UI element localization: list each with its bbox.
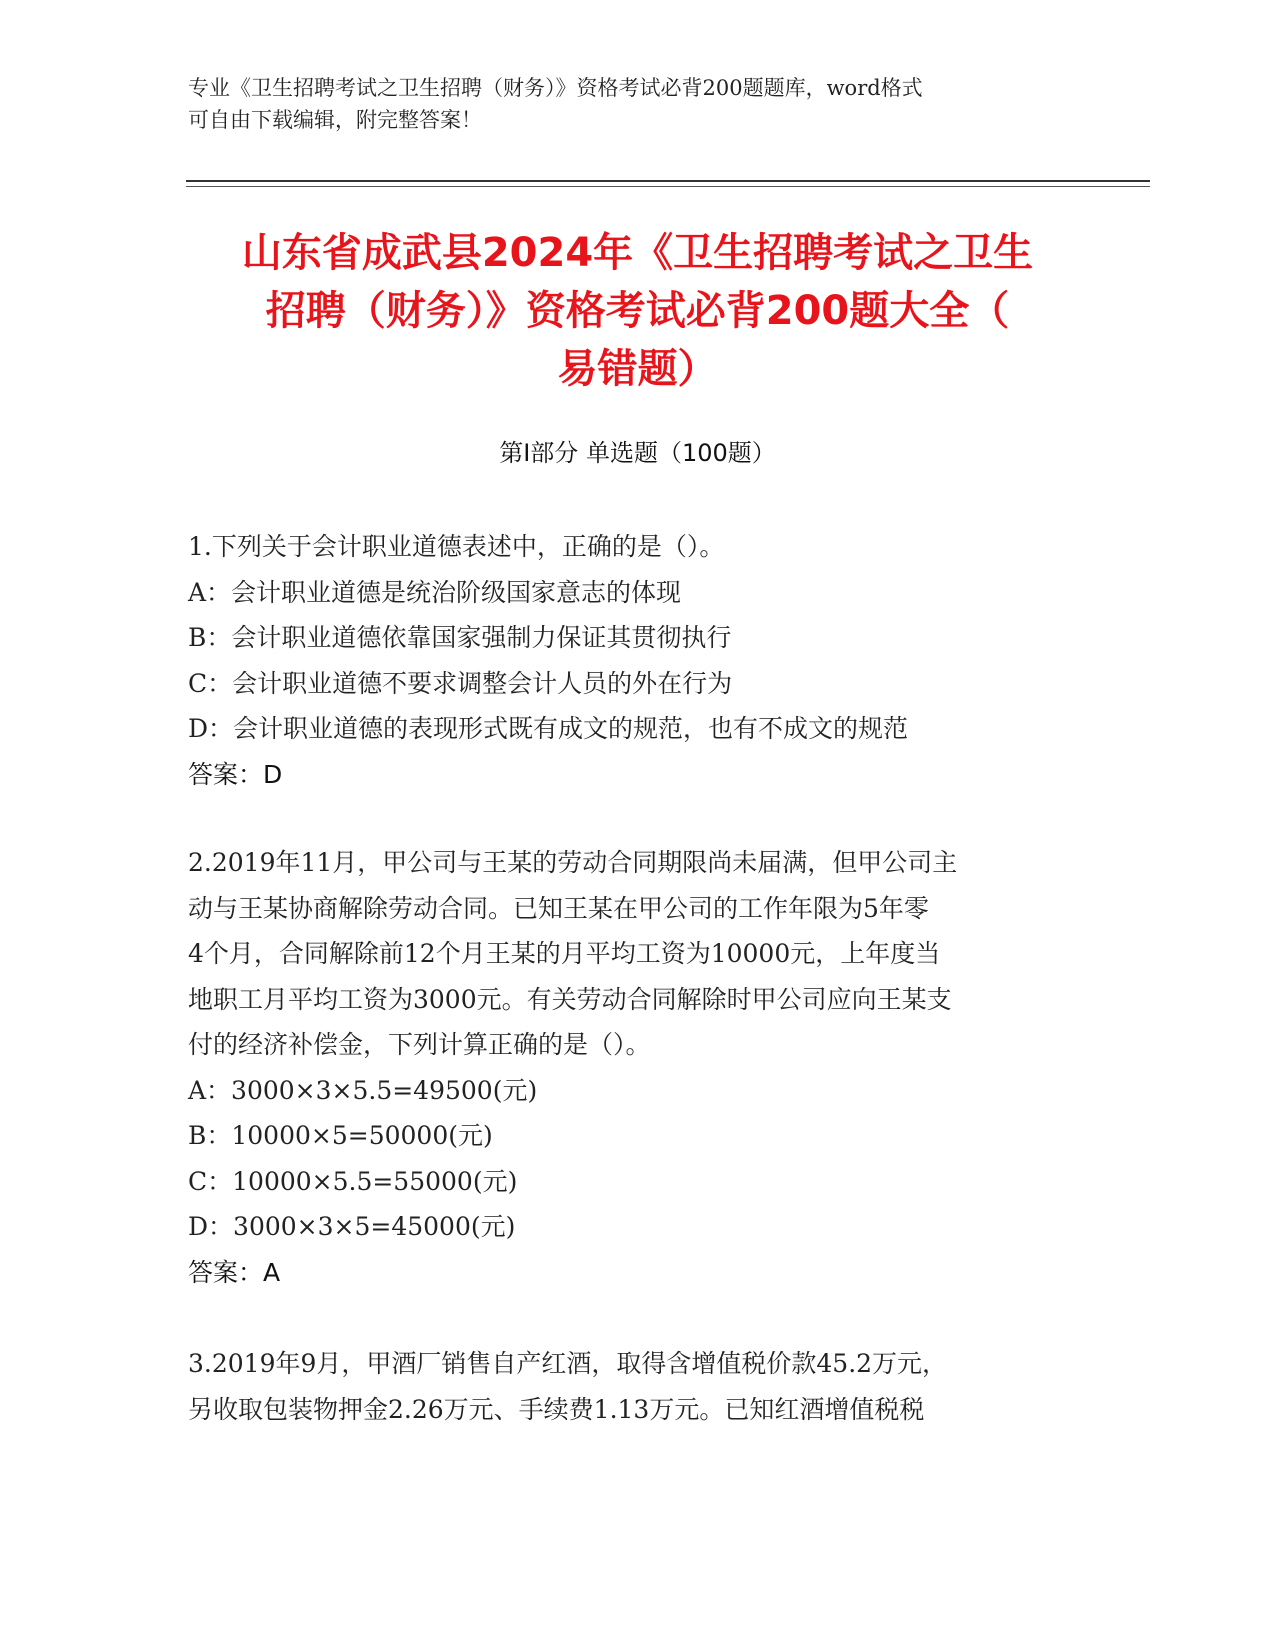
- question-stem-line: 动与王某协商解除劳动合同。已知王某在甲公司的工作年限为5年零: [188, 893, 929, 923]
- question-stem-line: 1.下列关于会计职业道德表述中，正确的是（）。: [188, 532, 725, 561]
- document-title-line-3: 易错题）: [557, 346, 718, 392]
- option-c: C：10000×5.5=55000(元): [188, 1166, 518, 1196]
- question-stem-line: 地职工月平均工资为3000元。有关劳动合同解除时甲公司应向王某支: [188, 984, 952, 1014]
- option-a: A：会计职业道德是统治阶级国家意志的体现: [188, 577, 682, 607]
- option-b: B：10000×5=50000(元): [188, 1121, 493, 1150]
- header-note: [188, 72, 1068, 136]
- header-note-line-2: 可自由下载编辑，附完整答案！: [188, 108, 482, 132]
- answer: 答案：A: [188, 1257, 281, 1287]
- question-stem-line: 另收取包装物押金2.26万元、手续费1.13万元。已知红酒增值税税: [188, 1394, 925, 1424]
- document-title: [150, 224, 1125, 398]
- option-d: D：3000×3×5=45000(元): [188, 1212, 516, 1241]
- question-stem-line: 3.2019年9月，甲酒厂销售自产红酒，取得含增值税价款45.2万元，: [188, 1349, 948, 1378]
- header-note-line-1: 专业《卫生招聘考试之卫生招聘（财务）》资格考试必背200题题库，word格式: [188, 76, 923, 100]
- option-b: B：会计职业道德依靠国家强制力保证其贯彻执行: [188, 623, 732, 652]
- question-1: [188, 524, 1088, 797]
- document-title-line-1: 山东省成武县2024年《卫生招聘考试之卫生: [241, 230, 1034, 276]
- option-d: D：会计职业道德的表现形式既有成文的规范，也有不成文的规范: [188, 714, 909, 743]
- header-divider-thin: [186, 186, 1150, 187]
- section-heading: 第Ⅰ部分 单选题（100题）: [499, 439, 776, 467]
- question-2: [188, 840, 1088, 1295]
- option-c: C：会计职业道德不要求调整会计人员的外在行为: [188, 668, 733, 698]
- question-3: [188, 1341, 1088, 1432]
- question-stem-line: 2.2019年11月，甲公司与王某的劳动合同期限尚未届满，但甲公司主: [188, 848, 958, 877]
- question-stem-line: 付的经济补偿金，下列计算正确的是（）。: [188, 1030, 651, 1059]
- answer: 答案：D: [188, 759, 283, 789]
- option-a: A：3000×3×5.5=49500(元): [188, 1075, 538, 1105]
- question-stem-line: 4个月，合同解除前12个月王某的月平均工资为10000元，上年度当: [188, 939, 941, 968]
- document-title-line-2: 招聘（财务）》资格考试必背200题大全（: [265, 288, 1010, 334]
- header-divider-thick: [186, 180, 1150, 182]
